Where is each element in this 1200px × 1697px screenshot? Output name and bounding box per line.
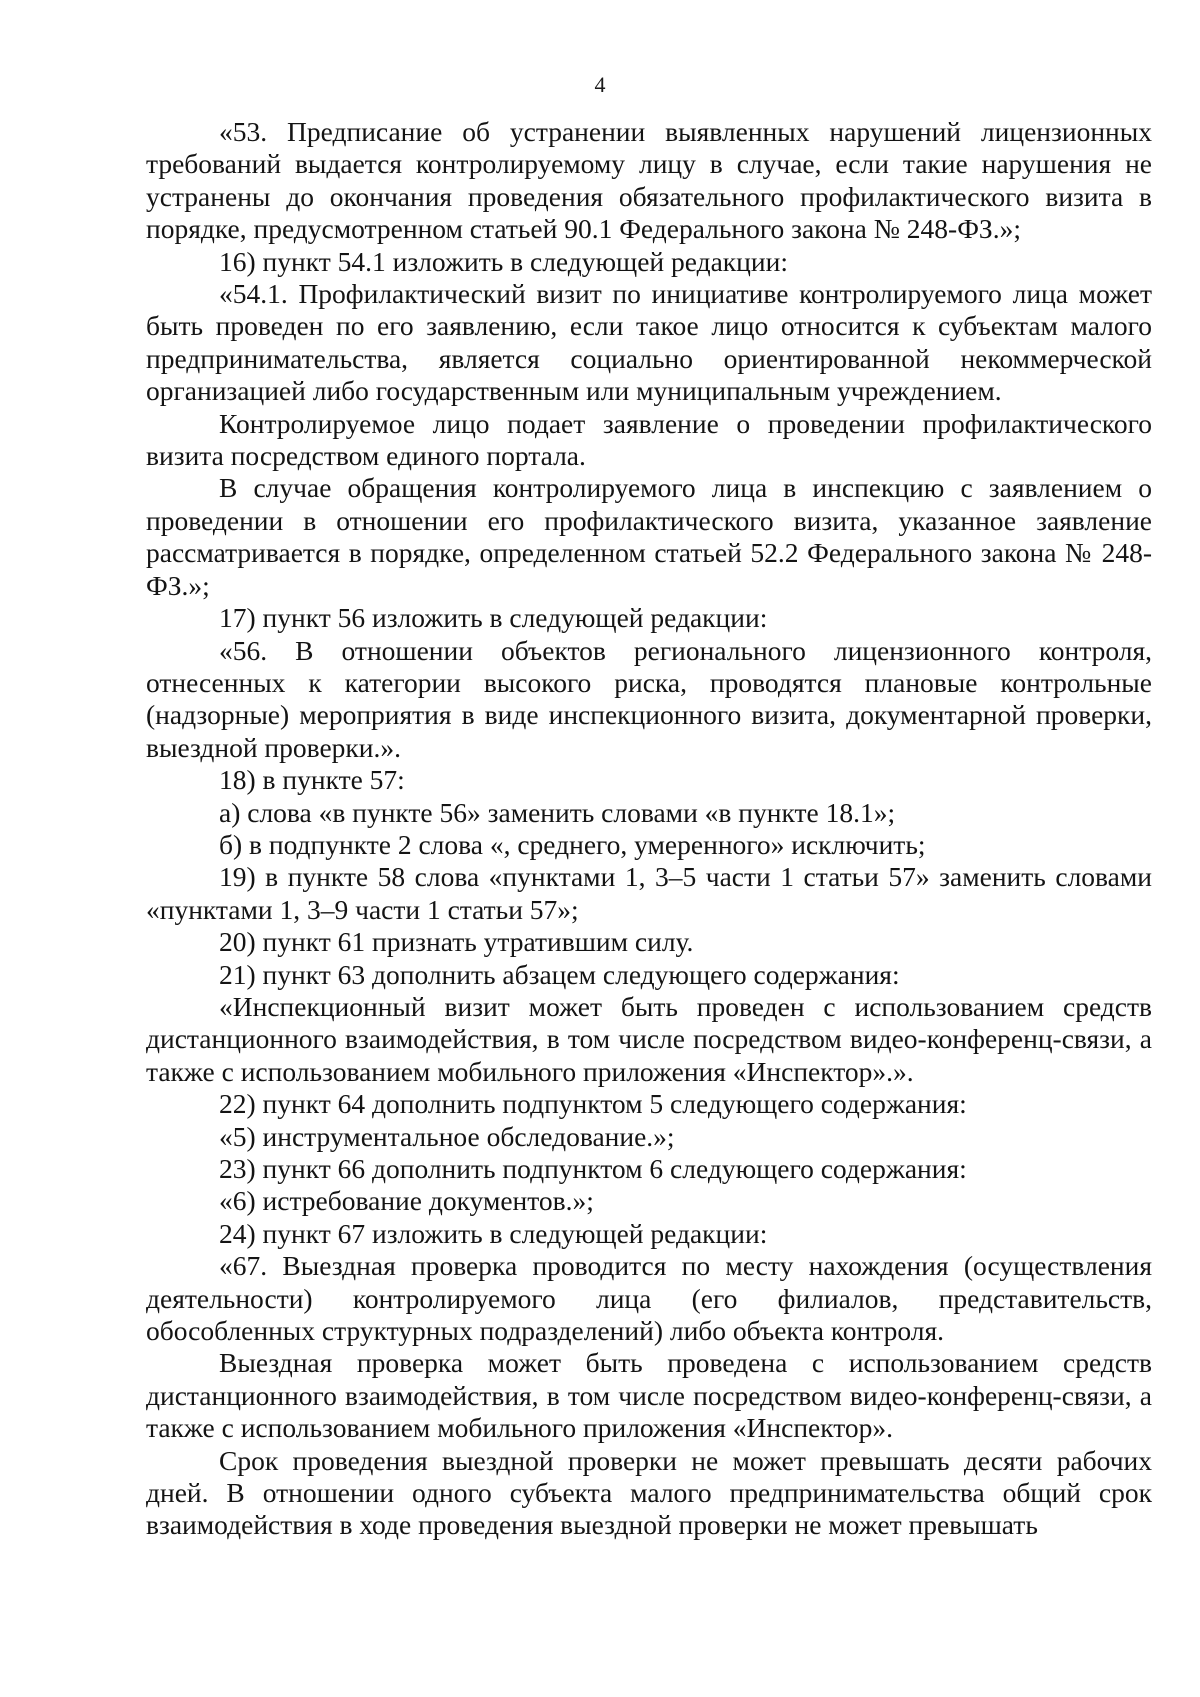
paragraph-item-22: 22) пункт 64 дополнить подпунктом 5 следующего содержания: (219, 1088, 967, 1120)
paragraph-application: Контролируемое лицо подает заявление о проведении профилактического визита посредством единого портала. (146, 407, 1152, 472)
paragraph-67: «67. Выездная проверка проводится по месту нахождения (осуществления деятельности) контролируемого лица (его филиалов, представительств, обособленных структурных подразделений) либо объекта контроля. (146, 1250, 1152, 1347)
document-body (146, 116, 1152, 1542)
paragraph-item-16: 16) пункт 54.1 изложить в следующей редакции: (219, 245, 788, 277)
paragraph-item-21: 21) пункт 63 дополнить абзацем следующего содержания: (219, 958, 900, 990)
paragraph-56: «56. В отношении объектов регионального лицензионного контроля, отнесенных к категории высокого риска, проводятся плановые контрольные (надзорные) мероприятия в виде инспекционного визита, документарной проверки, выездной проверки.». (146, 634, 1152, 763)
paragraph-54-1: «54.1. Профилактический визит по инициативе контролируемого лица может быть проведен по его заявлению, если такое лицо относится к субъектам малого предпринимательства, является социально ориентированной некоммерческой организацией либо государственным или муниципальным учреждением. (146, 278, 1152, 407)
page-number: 4 (594, 72, 606, 97)
paragraph-subitem-6: «6) истребование документов.»; (219, 1185, 594, 1217)
paragraph-item-24: 24) пункт 67 изложить в следующей редакции: (219, 1217, 768, 1249)
paragraph-53: «53. Предписание об устранении выявленных нарушений лицензионных требований выдается контролируемому лицу в случае, если такие нарушения не устранены до окончания проведения обязательного профилактического визита в порядке, предусмотренном статьей 90.1 Федерального закона № 248-ФЗ.»; (146, 116, 1152, 245)
paragraph-inspection-visit: «Инспекционный визит может быть проведен с использованием средств дистанционного взаимодействия, в том числе посредством видео-конференц-связи, а также с использованием мобильного приложения «Инспектор».». (146, 990, 1152, 1087)
paragraph-field-check-remote: Выездная проверка может быть проведена с использованием средств дистанционного взаимодействия, в том числе посредством видео-конференц-связи, а также с использованием мобильного приложения «Инспектор». (146, 1347, 1152, 1444)
paragraph-item-18-b: б) в подпункте 2 слова «, среднего, умеренного» исключить; (219, 828, 926, 860)
paragraph-appeal: В случае обращения контролируемого лица в инспекцию с заявлением о проведении в отношении его профилактического визита, указанное заявление рассматривается в порядке, определенном статьей 52.2 Федерального закона № 248-ФЗ.»; (146, 472, 1152, 601)
paragraph-item-17: 17) пункт 56 изложить в следующей редакции: (219, 602, 768, 634)
paragraph-item-18-a: а) слова «в пункте 56» заменить словами «в пункте 18.1»; (219, 796, 896, 828)
paragraph-item-23: 23) пункт 66 дополнить подпунктом 6 следующего содержания: (219, 1153, 967, 1184)
paragraph-item-18: 18) в пункте 57: (219, 764, 405, 796)
paragraph-item-20: 20) пункт 61 признать утратившим силу. (219, 926, 694, 958)
paragraph-subitem-5: «5) инструментальное обследование.»; (219, 1120, 675, 1152)
paragraph-item-19: 19) в пункте 58 слова «пунктами 1, 3–5 части 1 статьи 57» заменить словами «пунктами 1, 3–9 части 1 статьи 57»; (146, 861, 1152, 925)
paragraph-field-check-term: Срок проведения выездной проверки не может превышать десяти рабочих дней. В отношении одного субъекта малого предпринимательства общий срок взаимодействия в ходе проведения выездной проверки не может превышать (146, 1444, 1152, 1541)
